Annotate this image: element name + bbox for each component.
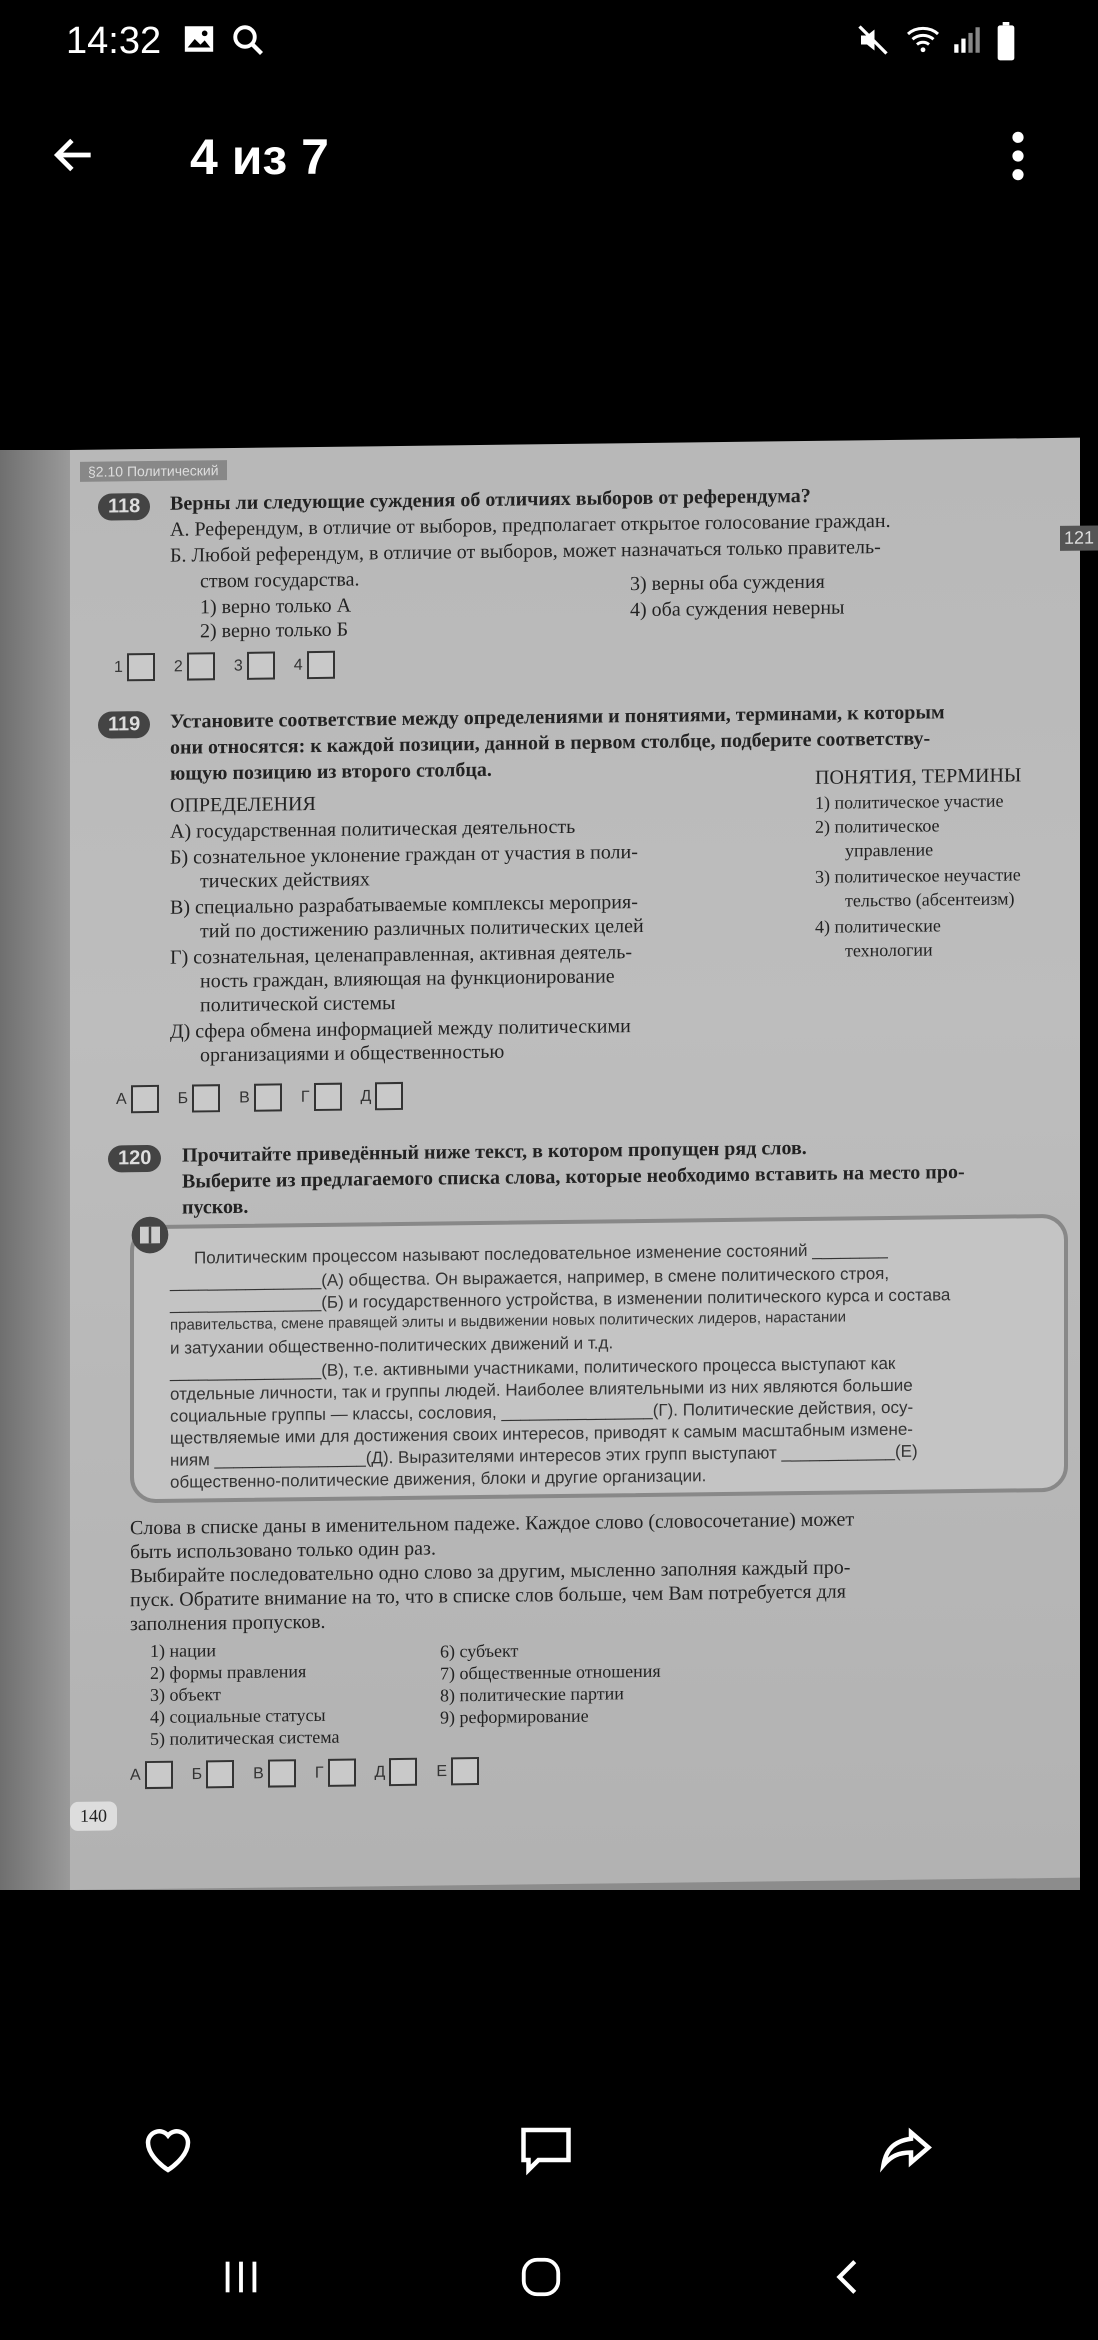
document-photo[interactable] [0, 450, 1095, 1890]
status-bar [0, 0, 1080, 84]
answer-label: Е [436, 1762, 448, 1781]
q120-line-3: пусков. [182, 1195, 249, 1219]
answer-label: 4 [293, 656, 303, 674]
q119-answer-boxes [116, 1082, 417, 1114]
heart-icon[interactable] [136, 2120, 200, 2180]
q119-column-terms: ПОНЯТИЯ, ТЕРМИНЫ [815, 764, 1022, 789]
q118-line-4: ством государства. [200, 568, 360, 593]
word-option: 2) формы правления [150, 1661, 307, 1684]
word-option: 6) субъект [440, 1640, 519, 1662]
answer-box[interactable] [328, 1759, 356, 1787]
q120-answer-boxes [130, 1757, 493, 1789]
source-text-box [130, 1214, 1068, 1503]
answer-box[interactable] [314, 1083, 342, 1111]
search-icon [230, 22, 266, 58]
recents-icon[interactable] [218, 2254, 264, 2300]
answer-label: 2 [173, 658, 183, 676]
q119-term: управление [845, 839, 934, 861]
page-edge [0, 450, 70, 1890]
q119-def: А) государственная политическая деятельность [170, 815, 576, 843]
q119-def: Г) сознательная, целенаправленная, активная деятель- [170, 941, 633, 969]
q120-line-2: Выберите из предлагаемого списка слова, которые необходимо вставить на место про- [182, 1161, 965, 1193]
answer-box[interactable] [254, 1083, 282, 1111]
source-text-line: ________________(В), т.е. активными участниками, политического процесса выступают как [170, 1353, 896, 1382]
answer-box[interactable] [307, 651, 335, 679]
q119-def: В) специально разрабатываемые комплексы мероприя- [170, 891, 638, 919]
q119-line-3: ющую позицию из второго столбца. [170, 758, 492, 785]
image-icon [182, 22, 216, 56]
q120-instruction: Выбирайте последовательно одно слово за другим, мысленно заполняя каждый про- [130, 1556, 851, 1588]
answer-box[interactable] [145, 1761, 173, 1789]
q119-term: 1) политическое участие [815, 790, 1004, 813]
q118-option-4: 4) оба суждения неверны [630, 596, 845, 622]
q119-line-2: они относятся: к каждой позиции, данной в первом столбце, подберите соответству- [170, 727, 931, 759]
q120-instruction: заполнения пропусков. [130, 1610, 326, 1636]
source-text-line: правительства, смене правящей элиты и выдвижении новых политических лидеров, нарастании [170, 1308, 847, 1334]
q119-def: политической системы [200, 992, 396, 1017]
battery-icon [994, 22, 1018, 62]
answer-label: Д [374, 1763, 386, 1781]
q119-def: тий по достижению различных политических целей [200, 914, 644, 943]
word-option: 4) социальные статусы [150, 1704, 326, 1728]
section-number: §2.10 [88, 463, 124, 480]
source-text-line: социальные группы — классы, сословия, ________________(Г). Политические действия, осу- [170, 1397, 914, 1426]
bottom-action-bar [0, 2100, 1080, 2210]
q118-line-2: А. Референдум, в отличие от выборов, предполагает открытое голосование граждан. [170, 509, 891, 541]
word-option: 7) общественные отношения [440, 1660, 661, 1684]
mute-icon [855, 22, 891, 58]
q118-option-3: 3) верны оба суждения [630, 570, 825, 596]
q119-def: ность граждан, влияющая на функционирование [200, 965, 615, 993]
q119-column-definitions: ОПРЕДЕЛЕНИЯ [170, 792, 316, 817]
q119-term: 3) политическое неучастие [815, 864, 1021, 887]
book-icon [130, 1215, 170, 1255]
more-vert-icon[interactable] [1000, 128, 1036, 184]
q120-instruction: Слова в списке даны в именительном падеже. Каждое слово (словосочетание) может [130, 1508, 855, 1540]
q119-term: 4) политические [815, 915, 941, 937]
word-option: 9) реформирование [440, 1705, 589, 1728]
answer-label: Г [314, 1764, 324, 1782]
section-tag [80, 460, 227, 482]
back-arrow-icon[interactable] [44, 130, 104, 180]
q119-term: тельство (абсентеизм) [845, 888, 1015, 911]
answer-box[interactable] [451, 1757, 479, 1785]
source-text-line: общественно-политические движения, блоки и другие организации. [170, 1466, 707, 1492]
answer-box[interactable] [131, 1085, 159, 1113]
question-number-120: 120 [108, 1145, 161, 1173]
source-text-line: ________________(Б) и государственного устройства, в изменении политического курса и состава [170, 1285, 951, 1314]
word-option: 3) объект [150, 1684, 221, 1706]
q119-def: Б) сознательное уклонение граждан от участия в поли- [170, 841, 638, 869]
word-option: 5) политическая система [150, 1726, 340, 1750]
source-text-line: Политическим процессом называют последовательное изменение состояний ________ [194, 1240, 888, 1268]
source-text-line: ________________(А) общества. Он выражается, например, в смене политического строя, [170, 1263, 890, 1292]
answer-box[interactable] [375, 1082, 403, 1110]
q118-line-3: Б. Любой референдум, в отличие от выборов, может назначаться только правитель- [170, 536, 881, 567]
source-text-line: и затухании общественно-политических движений и т.д. [170, 1333, 614, 1358]
answer-label: Г [300, 1088, 310, 1106]
answer-box[interactable] [127, 653, 155, 681]
back-icon[interactable] [826, 2254, 872, 2300]
q118-option-2: 2) верно только Б [200, 618, 349, 643]
section-title: Политический [126, 462, 219, 480]
viewer-title: 4 из 7 [190, 129, 329, 185]
answer-box[interactable] [187, 652, 215, 680]
answer-box[interactable] [192, 1084, 220, 1112]
question-number-118: 118 [98, 493, 150, 521]
answer-label: 1 [114, 658, 123, 677]
home-icon[interactable] [518, 2254, 564, 2300]
word-option: 1) нации [150, 1640, 217, 1662]
q120-instruction: быть использовано только один раз. [130, 1537, 436, 1564]
status-time: 14:32 [66, 20, 162, 62]
q119-def: Д) сфера обмена информацией между политическими [170, 1015, 631, 1043]
q118-line-1: Верны ли следующие суждения об отличиях выборов от референдума? [170, 484, 811, 515]
q119-def: тических действиях [200, 868, 370, 893]
q119-term: 2) политическое [815, 815, 940, 837]
answer-label: 3 [233, 657, 243, 675]
side-page-number: 121 [1060, 525, 1098, 550]
answer-label: Б [177, 1090, 189, 1108]
answer-label: В [253, 1765, 264, 1783]
signal-icon [950, 22, 984, 58]
q119-term: технологии [845, 939, 933, 961]
q119-def: организациями и общественностью [200, 1040, 505, 1067]
answer-label: А [116, 1090, 127, 1109]
answer-box[interactable] [268, 1759, 296, 1787]
answer-box[interactable] [247, 651, 275, 679]
source-text-line: ществляемые ими для достижения своих интересов, приводят к самым масштабным измене- [170, 1419, 913, 1448]
system-navigation-bar [0, 2230, 1080, 2340]
comment-icon[interactable] [516, 2120, 576, 2180]
q118-answer-boxes [114, 651, 349, 682]
q119-line-1: Установите соответствие между определениями и понятиями, терминами, к которым [170, 701, 945, 733]
answer-label: Д [360, 1087, 372, 1106]
answer-label: Б [191, 1765, 203, 1784]
word-option: 8) политические партии [440, 1683, 624, 1706]
answer-box[interactable] [389, 1758, 417, 1786]
app-bar [0, 110, 1080, 200]
wifi-icon [903, 22, 943, 58]
answer-label: В [239, 1089, 250, 1107]
answer-label: А [130, 1766, 141, 1784]
textbook-page [70, 438, 1095, 1890]
question-number-119: 119 [98, 711, 150, 739]
source-text-line: ниям ________________(Д). Выразителями интересов этих групп выступают ____________(Е) [170, 1441, 918, 1470]
q120-line-1: Прочитайте приведённый ниже текст, в котором пропущен ряд слов. [182, 1136, 807, 1167]
page-number: 140 [70, 1801, 117, 1831]
q120-instruction: пуск. Обратите внимание на то, что в списке слов больше, чем Вам потребуется для [130, 1580, 846, 1612]
source-text-line: отдельные личности, так и группы людей. Наиболее влиятельными из них являются большие [170, 1375, 913, 1404]
answer-box[interactable] [206, 1760, 234, 1788]
q118-option-1: 1) верно только А [200, 594, 352, 619]
share-icon[interactable] [874, 2120, 938, 2180]
